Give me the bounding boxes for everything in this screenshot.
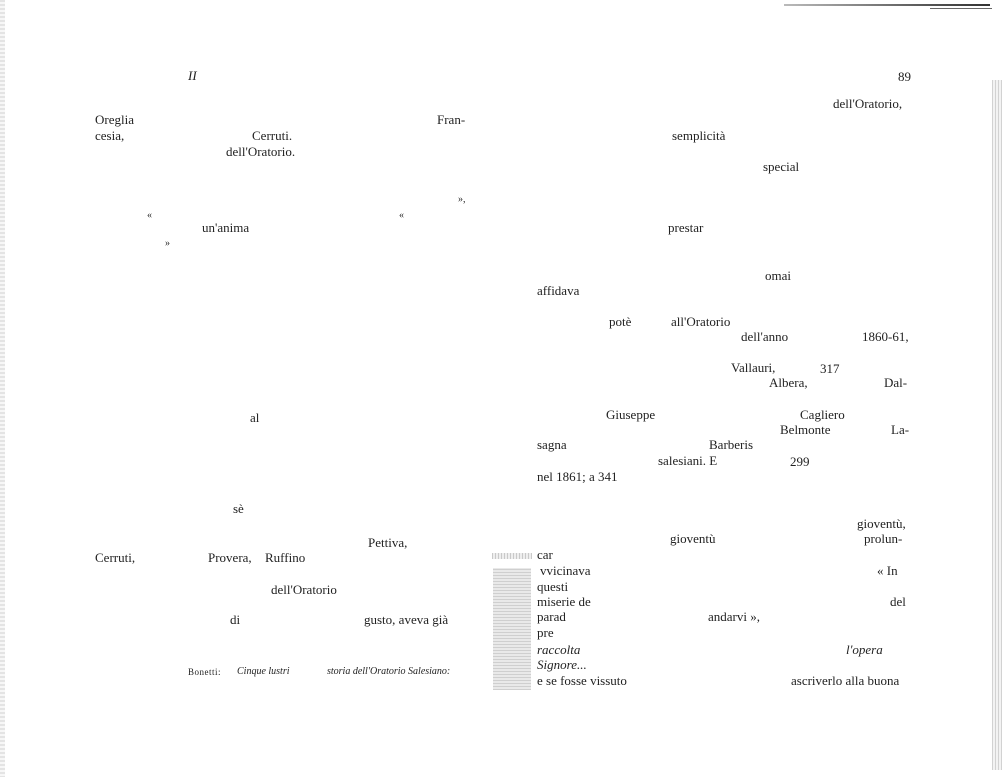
word: potè [609, 314, 632, 329]
word: « [399, 210, 404, 221]
word: » [165, 238, 170, 249]
footnote-author: Bonetti: [188, 667, 221, 677]
word: Cagliero [800, 407, 845, 422]
word: Barberis [709, 437, 754, 452]
word: Dal- [884, 375, 908, 390]
word: dell'Oratorio. [226, 144, 296, 159]
word: del [890, 594, 906, 609]
word: Cerruti, [95, 550, 136, 565]
word: 317 [820, 361, 840, 376]
word: Belmonte [780, 422, 831, 437]
word: salesiani. E [658, 453, 718, 468]
word: prolun- [864, 531, 903, 546]
word: dell'Oratorio [271, 582, 337, 597]
word: ascriverlo alla buona [791, 673, 900, 688]
word: prestar [668, 220, 704, 235]
word: Cerruti. [252, 128, 293, 143]
word: special [763, 159, 800, 174]
word: vvicinava [540, 563, 591, 578]
scan-artifact-line [784, 4, 990, 6]
word: dell'Oratorio, [833, 96, 903, 111]
word: un'anima [202, 220, 250, 235]
word: nel 1861; a 341 [537, 469, 618, 484]
word: miserie de [537, 594, 591, 609]
word: al [250, 410, 260, 425]
word: all'Oratorio [671, 314, 731, 329]
binding-gutter-top [492, 553, 532, 559]
word: 299 [790, 454, 810, 469]
word: gioventù, [857, 516, 906, 531]
binding-gutter [493, 568, 531, 690]
word: Pettiva, [368, 535, 408, 550]
word: car [537, 547, 553, 562]
word: pre [537, 625, 554, 640]
word: gusto, aveva già [364, 612, 449, 627]
word: Fran- [437, 112, 466, 127]
page-number: 89 [898, 69, 911, 84]
word: l'opera [846, 642, 883, 657]
word: Signore... [537, 657, 587, 672]
page-edge-right [992, 80, 1002, 770]
word: 1860-61, [862, 329, 909, 344]
word: « [147, 210, 152, 221]
word: gioventù [670, 531, 716, 546]
word: La- [891, 422, 910, 437]
chapter-number: II [188, 68, 197, 83]
word: omai [765, 268, 791, 283]
word: questi [537, 579, 569, 594]
scan-artifact-line-2 [930, 8, 992, 9]
word: raccolta [537, 642, 581, 657]
word: Provera, [208, 550, 252, 565]
word: di [230, 612, 241, 627]
word: dell'anno [741, 329, 789, 344]
word: affidava [537, 283, 580, 298]
word: sagna [537, 437, 567, 452]
footnote-title: Cinque lustri [237, 666, 290, 677]
word: andarvi », [708, 609, 760, 624]
word: », [458, 194, 466, 205]
word: parad [537, 609, 566, 624]
word: e se fosse vissuto [537, 673, 627, 688]
word: Ruffino [265, 550, 306, 565]
word: Giuseppe [606, 407, 656, 422]
word: Albera, [769, 375, 808, 390]
page-edge-left [0, 0, 5, 777]
word: Vallauri, [731, 360, 776, 375]
word: semplicità [672, 128, 726, 143]
word: « In [877, 563, 898, 578]
word: Oreglia [95, 112, 134, 127]
word: sè [233, 501, 244, 516]
footnote-title-cont: storia dell'Oratorio Salesiano: [327, 666, 451, 677]
word: cesia, [95, 128, 125, 143]
